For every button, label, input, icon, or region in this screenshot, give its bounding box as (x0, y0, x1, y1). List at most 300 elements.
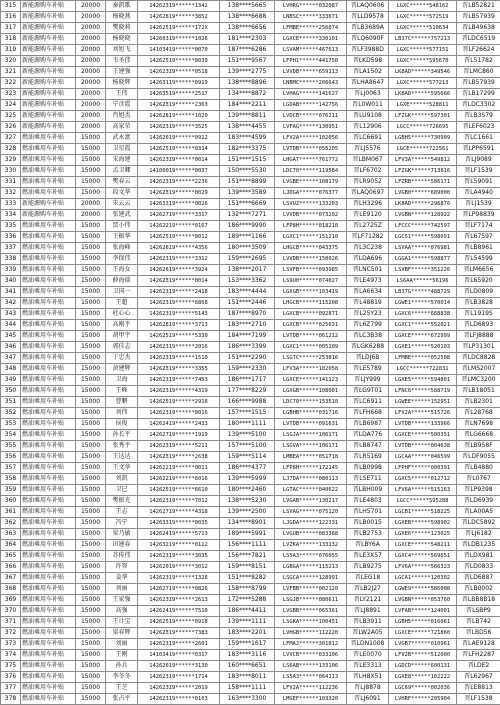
cell-name: 王刚 (106, 650, 138, 661)
cell-new-plate: 晋LAE9128 (457, 639, 500, 650)
table-row (1, 210, 500, 221)
cell-row-number: 352 (1, 408, 21, 419)
cell-name: 刘旭飞 (106, 45, 138, 56)
table-row (1, 45, 500, 56)
cell-amount: 15000 (76, 562, 106, 573)
cell-old-vin: LSVAG******075120 (275, 507, 347, 518)
cell-old-vin: LFV3A******102058 (275, 364, 347, 375)
cell-phone: 183****8011 (220, 672, 275, 683)
cell-new-vin: LGCB1******518225 (389, 507, 457, 518)
cell-id-number: 14262619******3924 (138, 265, 220, 276)
cell-row-number: 343 (1, 309, 21, 320)
table-row (1, 606, 500, 617)
cell-name: 高强 (106, 606, 138, 617)
cell-row-number: 360 (1, 496, 21, 507)
cell-subsidy-type: 燃油乘用车补贴 (21, 166, 76, 177)
cell-new-vin: LVTDB******133966 (389, 419, 457, 430)
cell-old-plate: 晋LH8X51 (347, 672, 389, 683)
cell-amount: 15000 (76, 232, 106, 243)
cell-row-number: 348 (1, 364, 21, 375)
table-row (1, 375, 500, 386)
cell-name: 杨晓燕 (106, 12, 138, 23)
cell-phone: 138****8896 (220, 78, 275, 89)
cell-phone: 180****2460 (220, 485, 275, 496)
cell-phone: 157****5100 (220, 441, 275, 452)
cell-id-number: 14262319******3312 (138, 254, 220, 265)
cell-amount: 15000 (76, 463, 106, 474)
cell-phone: 160****6651 (220, 661, 275, 672)
cell-new-plate: 晋LDX981 (457, 551, 500, 562)
cell-row-number: 363 (1, 529, 21, 540)
cell-subsidy-type: 新能源购车补贴 (21, 210, 76, 221)
cell-new-vin: LGXC1******552021 (389, 320, 457, 331)
cell-subsidy-type: 燃油乘用车补贴 (21, 353, 76, 364)
cell-phone: 159****2695 (220, 254, 275, 265)
cell-subsidy-type: 燃油乘用车补贴 (21, 529, 76, 540)
table-row (1, 177, 500, 188)
cell-phone: 183****2710 (220, 320, 275, 331)
cell-subsidy-type: 燃油乘用车补贴 (21, 254, 76, 265)
cell-old-vin: LVHAG******141627 (275, 89, 347, 100)
table-row (1, 386, 500, 397)
cell-old-plate: 晋LLD9578 (347, 12, 389, 23)
table-row (1, 683, 500, 694)
cell-id-number: 14262319******1342 (138, 1, 220, 12)
cell-id-number: 14262219******6016 (138, 474, 220, 485)
cell-old-plate: 晋LB3911 (347, 617, 389, 628)
cell-subsidy-type: 燃油乘用车补贴 (21, 419, 76, 430)
cell-old-plate: 晋LB0015 (347, 518, 389, 529)
cell-id-number: 14262319******2016 (138, 342, 220, 353)
table-row (1, 221, 500, 232)
cell-subsidy-type: 新能源购车补贴 (21, 122, 76, 133)
cell-id-number: 14262519******2916 (138, 397, 220, 408)
cell-old-vin: LVFBB******002120 (275, 584, 347, 595)
cell-phone: 139****1111 (220, 617, 275, 628)
cell-old-plate: 晋LFH668 (347, 408, 389, 419)
cell-name: 王计宝 (106, 617, 138, 628)
cell-phone: 183****3116 (220, 650, 275, 661)
cell-new-plate: 晋LDC6519 (457, 34, 500, 45)
cell-row-number: 325 (1, 111, 21, 122)
cell-row-number: 341 (1, 287, 21, 298)
cell-row-number: 367 (1, 573, 21, 584)
cell-old-vin: LGTAC******040622 (275, 485, 347, 496)
cell-old-vin: LFP8H******018210 (275, 221, 347, 232)
cell-row-number: 318 (1, 34, 21, 45)
cell-id-number: 14262519******5330 (138, 331, 220, 342)
cell-new-vin: LGGA1******598877 (389, 254, 457, 265)
cell-old-vin: LSGKA******100451 (275, 617, 347, 628)
table-row (1, 232, 500, 243)
cell-new-vin: LGXE******528811 (389, 100, 457, 111)
cell-amount: 20000 (76, 199, 106, 210)
table-row (1, 111, 500, 122)
cell-amount: 15000 (76, 353, 106, 364)
cell-subsidy-type: 燃油乘用车补贴 (21, 298, 76, 309)
cell-old-plate: 晋LJ0063 (347, 89, 389, 100)
cell-row-number: 345 (1, 331, 21, 342)
cell-phone: 186****3399 (220, 342, 275, 353)
cell-old-vin: LHGCB******043375 (275, 243, 347, 254)
table-row (1, 1, 500, 12)
cell-old-vin: LFPH1******441750 (275, 56, 347, 67)
cell-id-number: 14262319******0016 (138, 408, 220, 419)
cell-id-number: 14262319******6868 (138, 298, 220, 309)
cell-old-vin: LFP8H******172145 (275, 463, 347, 474)
cell-row-number: 374 (1, 650, 21, 661)
table-row (1, 452, 500, 463)
cell-subsidy-type: 燃油乘用车补贴 (21, 331, 76, 342)
cell-id-number: 14262619******4356 (138, 243, 220, 254)
cell-old-plate: 晋LF3988D (347, 45, 389, 56)
cell-old-plate: 晋LF6702 (347, 166, 389, 177)
cell-id-number: 14262319******1714 (138, 672, 220, 683)
cell-amount: 20000 (76, 34, 106, 45)
cell-name: 王达达 (106, 452, 138, 463)
cell-phone: 151****2290 (220, 353, 275, 364)
cell-new-vin: LFV2B******512000 (389, 650, 457, 661)
table-row (1, 34, 500, 45)
cell-id-number: 14262319******4319 (138, 386, 220, 397)
cell-phone: 183****4444 (220, 287, 275, 298)
table-row (1, 133, 500, 144)
cell-phone: 159****8151 (220, 562, 275, 573)
cell-old-vin: LSGVA******106171 (275, 441, 347, 452)
cell-old-plate: 晋LR9052 (347, 177, 389, 188)
cell-old-plate: 晋LE4973 (347, 276, 389, 287)
cell-amount: 15000 (76, 144, 106, 155)
cell-amount: 15000 (76, 419, 106, 430)
cell-old-plate: 晋LE5789 (347, 364, 389, 375)
cell-old-plate: 晋LE3X57 (347, 551, 389, 562)
cell-row-number: 375 (1, 661, 21, 672)
cell-id-number: 14262019******3012 (138, 562, 220, 573)
cell-amount: 15000 (76, 408, 106, 419)
cell-new-vin: LGCC******726695 (389, 122, 457, 133)
cell-new-vin: LFV2A******515726 (389, 408, 457, 419)
table-row (1, 265, 500, 276)
cell-old-plate: 晋LB0998 (347, 463, 389, 474)
cell-id-number: 14262719******0826 (138, 584, 220, 595)
cell-row-number: 378 (1, 694, 21, 705)
table-row (1, 430, 500, 441)
cell-new-plate: 晋LMS2007 (457, 364, 500, 375)
cell-old-vin: LVZKA******133132 (275, 540, 347, 551)
cell-phone: 156****1111 (220, 540, 275, 551)
cell-phone: 158****1111 (220, 683, 275, 694)
cell-new-plate: 晋L28768 (457, 408, 500, 419)
cell-new-vin: LGXC6******668838 (389, 309, 457, 320)
cell-phone: 187****8970 (220, 309, 275, 320)
cell-row-number: 369 (1, 595, 21, 606)
cell-subsidy-type: 燃油乘用车补贴 (21, 639, 76, 650)
cell-new-plate: 晋LM6656 (457, 265, 500, 276)
cell-old-vin: LGBGA******115213 (275, 562, 347, 573)
cell-amount: 20000 (76, 89, 106, 100)
cell-subsidy-type: 燃油乘用车补贴 (21, 364, 76, 375)
cell-amount: 15000 (76, 166, 106, 177)
cell-old-vin: LGBHB******031716 (275, 408, 347, 419)
cell-amount: 15000 (76, 507, 106, 518)
cell-name: 高刚平 (106, 320, 138, 331)
table-row (1, 89, 500, 100)
cell-old-plate: 晋LH5701 (347, 507, 389, 518)
cell-subsidy-type: 燃油乘用车补贴 (21, 320, 76, 331)
cell-new-vin: LFCCC******742597 (389, 221, 457, 232)
cell-name: 宁彦霞 (106, 100, 138, 111)
cell-old-vin: LVHRG******032087 (275, 1, 347, 12)
cell-new-plate: 晋L54599 (457, 254, 500, 265)
cell-new-vin: LVFAB******124001 (389, 606, 457, 617)
cell-id-number: 14262719******4318 (138, 507, 220, 518)
cell-id-number: 14262319******2363 (138, 100, 220, 111)
cell-subsidy-type: 燃油乘用车补贴 (21, 133, 76, 144)
cell-id-number: 14262319******0029 (138, 188, 220, 199)
cell-id-number: 14262319******0014 (138, 155, 220, 166)
cell-phone: 153****3362 (220, 276, 275, 287)
cell-new-vin: LS6AA******56196 (389, 276, 457, 287)
cell-old-plate: 晋LE4803 (347, 496, 389, 507)
cell-phone: 139****5100 (220, 430, 275, 441)
cell-old-vin: LVDCB******076211 (275, 111, 347, 122)
table-row (1, 353, 500, 364)
cell-amount: 15000 (76, 617, 106, 628)
cell-new-plate: 晋LJ1539 (457, 199, 500, 210)
cell-old-plate: 晋LC3B38 (347, 331, 389, 342)
table-row (1, 56, 500, 67)
cell-old-plate: 晋LR5169 (347, 452, 389, 463)
cell-new-plate: 晋LB0002 (457, 584, 500, 595)
cell-id-number: 14262219******0011 (138, 463, 220, 474)
cell-old-vin: LVVCB******033106 (275, 650, 347, 661)
cell-new-vin: LFNC6******588719 (389, 386, 457, 397)
cell-subsidy-type: 新能源购车补贴 (21, 12, 76, 23)
cell-phone: 159****5114 (220, 452, 275, 463)
cell-new-vin: LVGBN******053760 (389, 595, 457, 606)
table-row (1, 397, 500, 408)
table-row (1, 562, 500, 573)
cell-new-plate: 晋LD6939 (457, 496, 500, 507)
cell-name: 贾小伟 (106, 221, 138, 232)
cell-row-number: 357 (1, 463, 21, 474)
cell-subsidy-type: 燃油乘用车补贴 (21, 595, 76, 606)
cell-old-vin: LVTDB******061212 (275, 331, 347, 342)
table-row (1, 155, 500, 166)
table-row (1, 188, 500, 199)
cell-amount: 15000 (76, 672, 106, 683)
cell-new-vin: LFMBE******052508 (389, 353, 457, 364)
cell-new-plate: 晋LB57939 (457, 12, 500, 23)
cell-row-number: 320 (1, 56, 21, 67)
cell-old-vin: LMBEA******051718 (275, 452, 347, 463)
cell-row-number: 330 (1, 166, 21, 177)
cell-old-vin: LGXGB******103419 (275, 287, 347, 298)
cell-old-plate: 晋LAQ0697 (347, 188, 389, 199)
cell-new-plate: 晋LDC8828 (457, 353, 500, 364)
cell-row-number: 351 (1, 397, 21, 408)
cell-old-vin: LFV2A******102056 (275, 133, 347, 144)
cell-new-plate: 晋LB3828 (457, 298, 500, 309)
cell-new-vin: LGXC******510634 (389, 23, 457, 34)
cell-id-number: 14262519******0039 (138, 56, 220, 67)
cell-phone: 132****7271 (220, 210, 275, 221)
cell-name: 武永富 (106, 133, 138, 144)
cell-old-vin: LS6AB******133106 (275, 661, 347, 672)
cell-phone: 157****1515 (220, 408, 275, 419)
cell-old-plate: 晋LHA8647 (347, 78, 389, 89)
cell-name: 杨晓辉 (106, 78, 138, 89)
cell-name: 樊春云 (106, 177, 138, 188)
cell-amount: 15000 (76, 375, 106, 386)
cell-old-vin: LVVDB******073202 (275, 210, 347, 221)
cell-old-vin: LGXCE******141123 (275, 375, 347, 386)
cell-amount: 20000 (76, 12, 106, 23)
cell-old-plate: 晋LBY6A (347, 540, 389, 551)
cell-phone: 180****1111 (220, 419, 275, 430)
cell-phone: 182****3375 (220, 144, 275, 155)
table-row (1, 584, 500, 595)
cell-new-plate: 晋LP9398 (457, 485, 500, 496)
cell-old-vin: LMGEF******103320 (275, 694, 347, 705)
cell-old-plate: 晋LB6987 (347, 419, 389, 430)
cell-id-number: 14262719******1919 (138, 430, 220, 441)
cell-new-plate: 晋L1919S (457, 309, 500, 320)
cell-old-plate: 晋LH3296 (347, 199, 389, 210)
cell-new-plate: 晋LD0833 (457, 562, 500, 573)
cell-subsidy-type: 燃油乘用车补贴 (21, 375, 76, 386)
cell-new-plate: 晋LB742 (457, 617, 500, 628)
cell-amount: 15000 (76, 397, 106, 408)
cell-amount: 20000 (76, 111, 106, 122)
table-row (1, 650, 500, 661)
cell-old-plate: 晋LW2A05 (347, 628, 389, 639)
cell-name: 孟卫卿 (106, 166, 138, 177)
table-row (1, 474, 500, 485)
cell-new-vin: LGXC******572519 (389, 12, 457, 23)
cell-id-number: 14263319******0026 (138, 199, 220, 210)
cell-phone: 139****5999 (220, 474, 275, 485)
cell-subsidy-type: 燃油乘用车补贴 (21, 606, 76, 617)
table-row (1, 617, 500, 628)
table-row (1, 122, 500, 133)
cell-row-number: 366 (1, 562, 21, 573)
cell-old-vin: LGXC1******151210 (275, 232, 347, 243)
cell-amount: 15000 (76, 518, 106, 529)
cell-phone: 156****7821 (220, 551, 275, 562)
cell-phone: 183****4599 (220, 133, 275, 144)
cell-new-plate: 晋LB57939 (457, 78, 500, 89)
cell-old-vin: LFMAJ******301812 (275, 639, 347, 650)
cell-amount: 15000 (76, 320, 106, 331)
cell-new-vin: LGXE8******102222 (389, 672, 457, 683)
table-row (1, 419, 500, 430)
cell-amount: 20000 (76, 23, 106, 34)
cell-name: 王建强 (106, 67, 138, 78)
cell-old-plate: 晋LC6911 (347, 397, 389, 408)
cell-name: 杨晓晓 (106, 34, 138, 45)
table-row (1, 694, 500, 705)
table-body (1, 1, 500, 705)
cell-old-vin: LVVDB******150026 (275, 254, 347, 265)
cell-id-number: 14262319******3525 (138, 122, 220, 133)
table-row (1, 463, 500, 474)
cell-old-vin: LDC70******119584 (275, 166, 347, 177)
cell-subsidy-type: 燃油乘用车补贴 (21, 309, 76, 320)
cell-phone: 151****6669 (220, 199, 275, 210)
cell-name: 张建武 (106, 210, 138, 221)
cell-old-plate: 晋L2725Z (347, 221, 389, 232)
cell-old-plate: 晋LY2121 (347, 595, 389, 606)
cell-new-plate: 晋LDE2 (457, 661, 500, 672)
cell-old-plate: 晋LA6634 (347, 287, 389, 298)
cell-amount: 15000 (76, 573, 106, 584)
cell-subsidy-type: 燃油乘用车补贴 (21, 265, 76, 276)
cell-id-number: 14100019******0037 (138, 166, 220, 177)
cell-name: 郭佳志 (106, 342, 138, 353)
cell-row-number: 339 (1, 265, 21, 276)
cell-id-number: 14262819******3852 (138, 12, 220, 23)
table-row (1, 595, 500, 606)
cell-new-vin: LFZGK******713816 (389, 166, 457, 177)
cell-id-number: 14262319******0014 (138, 276, 220, 287)
cell-name: 樊振光 (106, 496, 138, 507)
cell-amount: 15000 (76, 364, 106, 375)
cell-old-plate: 晋L0W011 (347, 100, 389, 111)
cell-new-plate: 晋LP31301 (457, 342, 500, 353)
cell-row-number: 324 (1, 100, 21, 111)
cell-new-plate: 晋LPP6591 (457, 144, 500, 155)
cell-name: 秦凯歌 (106, 1, 138, 12)
cell-name: 韦圣伟 (106, 56, 138, 67)
cell-old-plate: 晋LJY999 (347, 375, 389, 386)
cell-new-vin: LFV6A******515163 (389, 485, 457, 496)
cell-amount: 15000 (76, 276, 106, 287)
cell-new-vin: LGBH5******016061 (389, 617, 457, 628)
cell-row-number: 355 (1, 441, 21, 452)
cell-id-number: 14262319******2613 (138, 595, 220, 606)
table-row (1, 364, 500, 375)
cell-name: 杜心心 (106, 309, 138, 320)
cell-phone: 138****5665 (220, 1, 275, 12)
cell-row-number: 358 (1, 474, 21, 485)
cell-new-plate: 晋LFJ8888 (457, 331, 500, 342)
cell-id-number: 14262319******2236 (138, 177, 220, 188)
cell-subsidy-type: 燃油乘用车补贴 (21, 221, 76, 232)
cell-name: 刘伟 (106, 408, 138, 419)
cell-new-plate: 晋LF7174 (457, 221, 500, 232)
table-row (1, 496, 500, 507)
cell-new-plate: 晋LSBP9 (457, 606, 500, 617)
cell-id-number: 14262319******1326 (138, 573, 220, 584)
cell-subsidy-type: 新能源购车补贴 (21, 1, 76, 12)
cell-row-number: 319 (1, 45, 21, 56)
cell-new-vin: LGXCE******500351 (389, 430, 457, 441)
cell-old-plate: 晋LB3689A (347, 23, 389, 34)
cell-name: 宋海建 (106, 155, 138, 166)
cell-old-plate: 晋LSE711 (347, 474, 389, 485)
cell-old-plate: 晋LAQ0606 (347, 1, 389, 12)
cell-old-plate: 晋L25Y23 (347, 309, 389, 320)
cell-amount: 15000 (76, 243, 106, 254)
cell-new-vin: LGCE******722561 (389, 144, 457, 155)
cell-amount: 15000 (76, 529, 106, 540)
cell-row-number: 322 (1, 78, 21, 89)
table-row (1, 551, 500, 562)
cell-new-plate: 晋LB18051 (457, 386, 500, 397)
table-row (1, 518, 500, 529)
cell-phone: 138****4455 (220, 122, 275, 133)
